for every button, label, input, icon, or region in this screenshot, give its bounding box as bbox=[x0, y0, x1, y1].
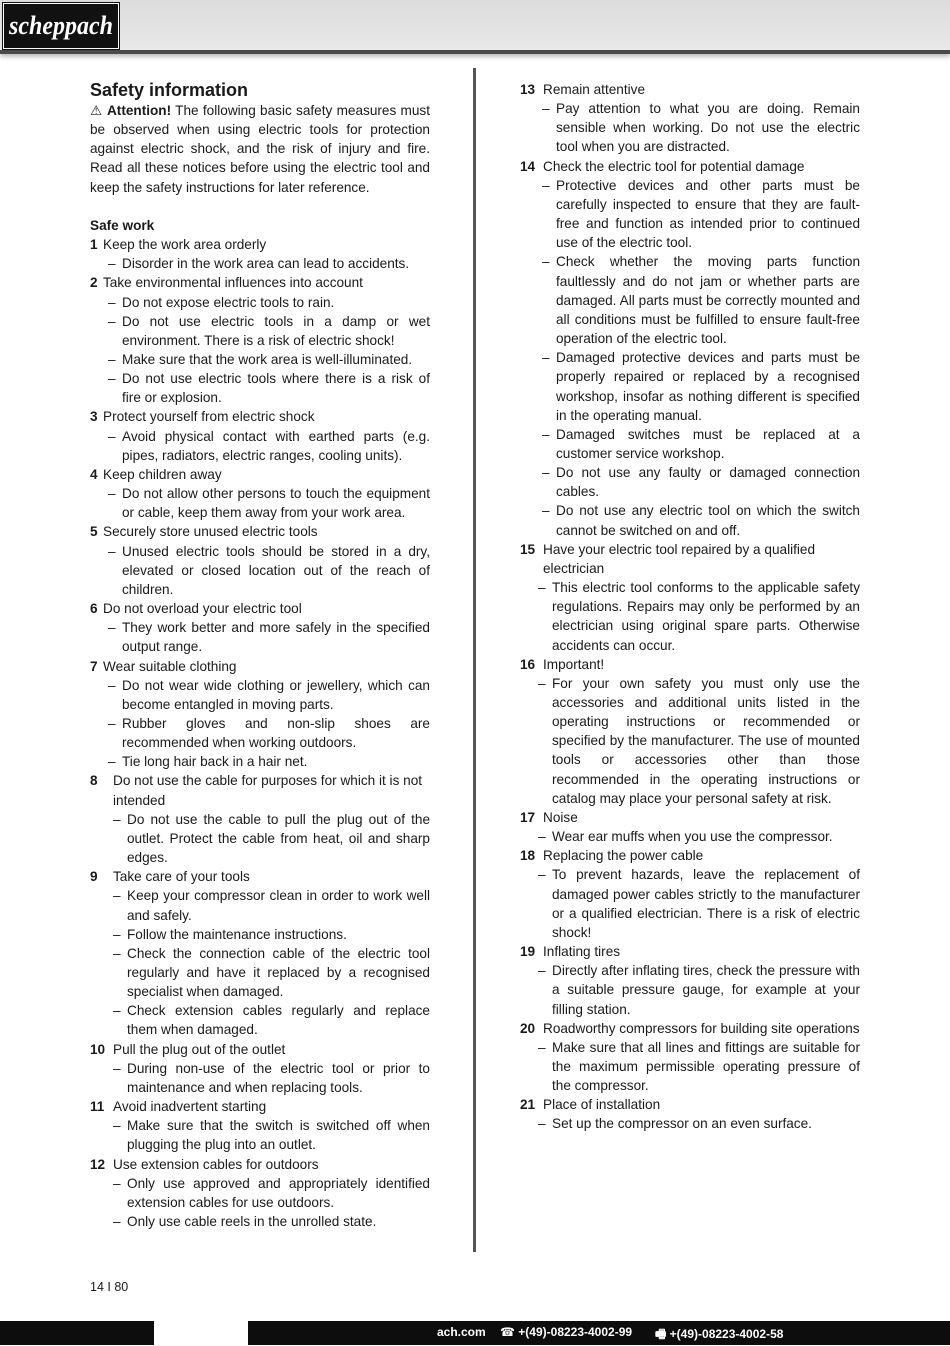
dash-bullet: – bbox=[108, 620, 116, 636]
dash-bullet: – bbox=[542, 503, 550, 519]
dash-bullet: – bbox=[113, 926, 121, 942]
dash-bullet: – bbox=[542, 465, 550, 481]
list-item-heading bbox=[520, 846, 860, 865]
list-item bbox=[90, 925, 430, 944]
item-number: 14 bbox=[520, 158, 536, 174]
page-title: Safety information bbox=[90, 80, 249, 100]
fax-icon: 🖷 bbox=[655, 1327, 667, 1341]
dash-bullet: – bbox=[542, 177, 550, 193]
item-number: 5 bbox=[90, 524, 98, 540]
brand-logo bbox=[3, 3, 119, 49]
page-number: 14 I 80 bbox=[90, 1280, 129, 1294]
list-item-heading bbox=[90, 1097, 430, 1116]
item-number: 2 bbox=[90, 275, 98, 291]
item-title: Do not overload your electric tool bbox=[103, 601, 302, 617]
dash-bullet: – bbox=[113, 1003, 121, 1019]
list-item bbox=[520, 501, 860, 539]
list-item bbox=[90, 1174, 430, 1212]
header-bar bbox=[0, 0, 950, 54]
dash-bullet: – bbox=[538, 829, 546, 845]
left-column bbox=[90, 80, 430, 1231]
dash-bullet: – bbox=[113, 1118, 121, 1134]
item-number: 1 bbox=[90, 237, 98, 253]
list-item-heading bbox=[520, 80, 860, 99]
list-item-heading bbox=[90, 1040, 430, 1059]
item-number: 16 bbox=[520, 656, 536, 672]
item-text: Tie long hair back in a hair net. bbox=[122, 754, 308, 770]
item-title: Protect yourself from electric shock bbox=[103, 409, 315, 425]
list-item bbox=[90, 369, 430, 407]
dash-bullet: – bbox=[113, 1214, 121, 1230]
list-item bbox=[90, 618, 430, 656]
item-text: Do not wear wide clothing or jewellery, which can become entangled in moving parts. bbox=[122, 677, 430, 712]
item-text: Keep your compressor clean in order to work well and safely. bbox=[127, 888, 430, 923]
list-item bbox=[520, 252, 860, 348]
list-item bbox=[520, 176, 860, 253]
item-text: Do not use any electric tool on which the switch cannot be switched on and off. bbox=[556, 503, 860, 538]
dash-bullet: – bbox=[542, 254, 550, 270]
list-item bbox=[90, 810, 430, 867]
left-safety-list bbox=[90, 235, 430, 1231]
dash-bullet: – bbox=[108, 486, 116, 502]
list-item bbox=[90, 350, 430, 369]
intro-text: The following basic safety measures must be observed when using electric tools for protection against electric shock, and the risk of injury and fire. Read all these notices before using the electric tool and keep the safety instructions for later reference. bbox=[90, 103, 430, 195]
item-text: Do not use any faulty or damaged connection cables. bbox=[556, 465, 860, 500]
footer-fax bbox=[655, 1325, 783, 1346]
list-item-heading bbox=[520, 655, 860, 674]
footer-fax-number: +(49)-08223-4002-58 bbox=[669, 1327, 784, 1341]
list-item bbox=[520, 348, 860, 425]
item-number: 3 bbox=[90, 409, 98, 425]
dash-bullet: – bbox=[108, 256, 116, 272]
list-item bbox=[90, 1059, 430, 1097]
item-number: 7 bbox=[90, 658, 98, 674]
footer-bar bbox=[0, 1321, 950, 1345]
dash-bullet: – bbox=[108, 313, 116, 329]
item-text: Pay attention to what you are doing. Remain sensible when working. Do not use the electric tool when you are distracted. bbox=[556, 101, 860, 155]
list-item bbox=[520, 961, 860, 1018]
dash-bullet: – bbox=[113, 945, 121, 961]
list-item-heading bbox=[520, 540, 860, 578]
intro-paragraph bbox=[90, 101, 430, 197]
item-number: 12 bbox=[90, 1156, 106, 1172]
item-title: Use extension cables for outdoors bbox=[113, 1156, 319, 1172]
dash-bullet: – bbox=[542, 350, 550, 366]
dash-bullet: – bbox=[108, 352, 116, 368]
item-text: Wear ear muffs when you use the compressor. bbox=[552, 829, 833, 845]
dash-bullet: – bbox=[538, 675, 546, 691]
item-title: Remain attentive bbox=[543, 82, 646, 97]
item-text: Make sure that all lines and fittings are suitable for the maximum permissible operating pressure of the compressor. bbox=[552, 1039, 860, 1094]
item-text: They work better and more safely in the specified output range. bbox=[122, 620, 430, 655]
list-item bbox=[520, 865, 860, 942]
item-text: Only use approved and appropriately identified extension cables for use outdoors. bbox=[127, 1175, 430, 1210]
list-item-heading bbox=[90, 657, 430, 676]
item-text: Do not use the cable to pull the plug out of the outlet. Protect the cable from heat, oil and sharp edges. bbox=[127, 811, 430, 866]
list-item-heading bbox=[90, 522, 430, 541]
item-text: Do not allow other persons to touch the equipment or cable, keep them away from your work area. bbox=[122, 486, 430, 521]
list-item bbox=[520, 425, 860, 463]
item-text: Damaged switches must be replaced at a customer service workshop. bbox=[556, 426, 860, 461]
dash-bullet: – bbox=[113, 1060, 121, 1076]
item-text: Rubber gloves and non-slip shoes are recommended when working outdoors. bbox=[122, 715, 430, 751]
item-text: Protective devices and other parts must be carefully inspected to ensure that they are fault-free and function as intended prior to continued use of the electric tool. bbox=[556, 177, 860, 251]
dash-bullet: – bbox=[108, 715, 116, 731]
phone-icon: ☎ bbox=[500, 1325, 515, 1339]
list-item-heading bbox=[90, 407, 430, 426]
list-item bbox=[520, 578, 860, 655]
list-item bbox=[90, 944, 430, 1001]
attention-label: Attention! bbox=[106, 103, 172, 118]
dash-bullet: – bbox=[538, 1116, 546, 1132]
dash-bullet: – bbox=[538, 1039, 546, 1055]
item-text: Check the connection cable of the electric tool regularly and have it replaced by a recognised specialist when damaged. bbox=[127, 945, 430, 1000]
item-title: Replacing the power cable bbox=[543, 848, 704, 864]
item-number: 13 bbox=[520, 82, 536, 97]
list-item-heading bbox=[90, 465, 430, 484]
list-item bbox=[90, 293, 430, 312]
item-text: Directly after inflating tires, check the pressure with a suitable pressure gauge, for example at your filling station. bbox=[552, 963, 860, 1017]
list-item-heading bbox=[90, 867, 430, 886]
item-text: Check extension cables regularly and replace them when damaged. bbox=[127, 1003, 430, 1038]
dash-bullet: – bbox=[542, 101, 550, 117]
item-title: Roadworthy compressors for building site operations bbox=[543, 1020, 860, 1036]
item-number: 17 bbox=[520, 809, 536, 825]
list-item bbox=[520, 1114, 860, 1133]
item-text: During non-use of the electric tool or prior to maintenance and when replacing tools. bbox=[127, 1060, 430, 1095]
dash-bullet: – bbox=[108, 754, 116, 770]
dash-bullet: – bbox=[108, 371, 116, 387]
column-divider bbox=[473, 68, 476, 1252]
item-title: Pull the plug out of the outlet bbox=[113, 1041, 286, 1057]
dash-bullet: – bbox=[113, 888, 121, 904]
item-number: 19 bbox=[520, 944, 536, 960]
item-title: Place of installation bbox=[543, 1097, 661, 1113]
item-title: Noise bbox=[543, 809, 578, 825]
item-title: Keep children away bbox=[103, 466, 222, 482]
list-item-heading bbox=[90, 771, 430, 809]
item-title: Inflating tires bbox=[543, 944, 621, 960]
item-number: 20 bbox=[520, 1020, 536, 1036]
item-number: 21 bbox=[520, 1097, 536, 1113]
right-column bbox=[520, 80, 860, 1134]
dash-bullet: – bbox=[108, 294, 116, 310]
dash-bullet: – bbox=[113, 811, 121, 827]
item-text: Only use cable reels in the unrolled state. bbox=[127, 1214, 377, 1230]
item-text: Follow the maintenance instructions. bbox=[127, 926, 347, 942]
list-item bbox=[90, 484, 430, 522]
list-item-heading bbox=[520, 942, 860, 961]
item-text: This electric tool conforms to the applicable safety regulations. Repairs may only be performed by an electrician using original spare parts. Otherwise accidents can occur. bbox=[552, 580, 860, 653]
item-text: Do not expose electric tools to rain. bbox=[122, 294, 335, 310]
list-item-heading bbox=[90, 1155, 430, 1174]
right-safety-list bbox=[520, 80, 860, 1134]
item-number: 11 bbox=[90, 1099, 105, 1115]
dash-bullet: – bbox=[113, 1175, 121, 1191]
item-text: Do not use electric tools where there is a risk of fire or explosion. bbox=[122, 371, 430, 406]
item-title: Check the electric tool for potential damage bbox=[543, 158, 805, 174]
list-item bbox=[90, 542, 430, 599]
section-title: Safe work bbox=[90, 217, 155, 233]
item-title: Wear suitable clothing bbox=[103, 658, 237, 674]
item-title: Securely store unused electric tools bbox=[103, 524, 318, 540]
list-item-heading bbox=[520, 1019, 860, 1038]
footer-phone bbox=[500, 1325, 632, 1339]
item-title: Important! bbox=[543, 656, 605, 672]
item-text: To prevent hazards, leave the replacement of damaged power cables strictly to the manufacturer or a qualified electrician. There is a risk of electric shock! bbox=[552, 867, 860, 940]
list-item bbox=[520, 1038, 860, 1095]
item-text: For your own safety you must only use the accessories and additional units listed in the operating instructions or recommended or specified by the manufacturer. The use of mounted tools or accessories other than those recommended in the operating instructions or catalog may place your personal safety at risk. bbox=[552, 675, 860, 806]
item-title: Keep the work area orderly bbox=[103, 237, 267, 253]
item-text: Unused electric tools should be stored in a dry, elevated or closed location out of the reach of children. bbox=[122, 543, 430, 597]
item-text: Make sure that the work area is well-illuminated. bbox=[122, 352, 413, 368]
list-item bbox=[90, 254, 430, 273]
dash-bullet: – bbox=[538, 963, 546, 979]
list-item bbox=[520, 99, 860, 156]
item-text: Set up the compressor on an even surface. bbox=[552, 1116, 812, 1132]
list-item-heading bbox=[520, 808, 860, 827]
list-item-heading bbox=[90, 235, 430, 254]
item-number: 15 bbox=[520, 541, 536, 557]
item-number: 8 bbox=[90, 773, 98, 789]
brand-logo-mark bbox=[4, 4, 118, 48]
spacer bbox=[90, 197, 430, 216]
list-item bbox=[90, 427, 430, 465]
dash-bullet: – bbox=[108, 677, 116, 693]
list-item bbox=[90, 752, 430, 771]
item-title: Have your electric tool repaired by a qualified electrician bbox=[543, 541, 816, 576]
dash-bullet: – bbox=[108, 543, 116, 559]
item-number: 9 bbox=[90, 869, 98, 885]
list-item bbox=[90, 714, 430, 752]
item-text: Damaged protective devices and parts must be properly repaired or replaced by a recognised workshop, insofar as nothing different is specified in the operating manual. bbox=[556, 350, 860, 423]
footer-gap bbox=[154, 1321, 248, 1345]
dash-bullet: – bbox=[108, 428, 116, 444]
item-text: Avoid physical contact with earthed parts (e.g. pipes, radiators, electric ranges, cooling units). bbox=[122, 428, 430, 463]
list-item-heading bbox=[90, 273, 430, 292]
item-title: Avoid inadvertent starting bbox=[113, 1099, 267, 1115]
list-item bbox=[90, 312, 430, 350]
item-text: Make sure that the switch is switched off when plugging the plug into an outlet. bbox=[127, 1118, 430, 1153]
item-number: 10 bbox=[90, 1041, 106, 1057]
item-text: Do not use electric tools in a damp or wet environment. There is a risk of electric shock! bbox=[122, 313, 430, 348]
item-number: 18 bbox=[520, 848, 536, 864]
list-item bbox=[90, 1116, 430, 1154]
item-title: Take care of your tools bbox=[113, 869, 250, 885]
dash-bullet: – bbox=[542, 426, 550, 442]
item-text: Disorder in the work area can lead to accidents. bbox=[122, 256, 410, 272]
list-item bbox=[90, 1001, 430, 1039]
list-item-heading bbox=[520, 157, 860, 176]
item-number: 6 bbox=[90, 601, 98, 617]
item-text: Check whether the moving parts function faultlessly and do not jam or whether parts are damaged. All parts must be correctly mounted and all conditions must be fulfilled to ensure fault-free operation of the electric tool. bbox=[556, 254, 860, 347]
list-item bbox=[90, 676, 430, 714]
list-item bbox=[520, 827, 860, 846]
footer-website[interactable]: ach.com bbox=[437, 1325, 486, 1339]
item-title: Do not use the cable for purposes for which it is not intended bbox=[113, 773, 423, 808]
dash-bullet: – bbox=[538, 867, 546, 883]
footer-phone-number: +(49)-08223-4002-99 bbox=[518, 1325, 633, 1339]
dash-bullet: – bbox=[538, 580, 546, 596]
item-number: 4 bbox=[90, 466, 98, 482]
item-title: Take environmental influences into account bbox=[103, 275, 363, 291]
list-item bbox=[520, 674, 860, 808]
warning-triangle-icon: ⚠ bbox=[90, 103, 103, 118]
list-item-heading bbox=[90, 599, 430, 618]
list-item bbox=[90, 1212, 430, 1231]
list-item-heading bbox=[520, 1095, 860, 1114]
list-item bbox=[90, 886, 430, 924]
list-item bbox=[520, 463, 860, 501]
brand-logo-text: scheppach bbox=[8, 11, 113, 40]
